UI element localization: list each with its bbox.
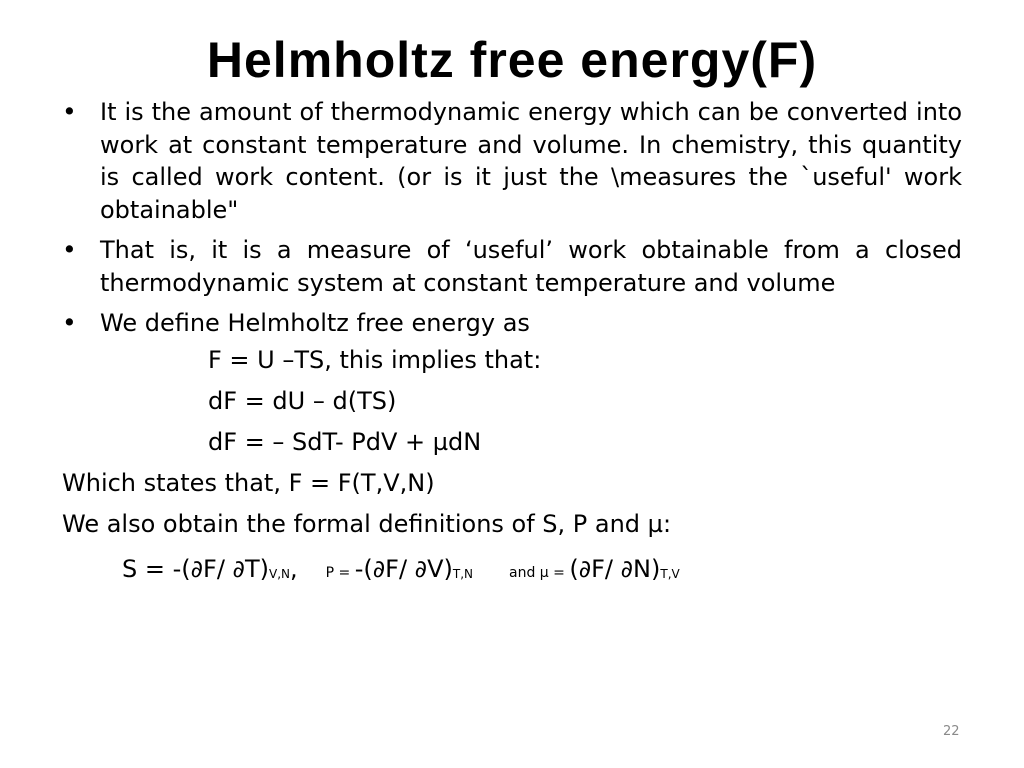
pressure-subscript: T,N — [452, 566, 473, 581]
bullet-text: We define Helmholtz free energy as — [100, 309, 530, 337]
formal-definitions — [62, 545, 962, 598]
slide-title: Helmholtz free energy(F) — [206, 32, 818, 88]
bullet-text: That is, it is a measure of ‘useful’ work obtainable from a closed thermodynamic system at constant temperature and volume — [100, 236, 962, 297]
chemical-potential-label: and µ = — [509, 564, 570, 581]
entropy-subscript: V,N — [269, 566, 290, 581]
entropy-definition: S = -(∂F/ ∂T) — [122, 554, 269, 583]
statement-line: We also obtain the formal definitions of S, P and µ: — [62, 509, 672, 538]
bullet-dot: • — [62, 235, 77, 264]
pressure-label: P = — [325, 564, 355, 581]
chemical-potential-subscript: T,V — [660, 566, 680, 581]
equation-line: F = U –TS, this implies that: — [208, 345, 542, 374]
statement-line: Which states that, F = F(T,V,N) — [62, 468, 435, 497]
bullet-dot: • — [62, 308, 77, 337]
bullet-dot: • — [62, 97, 77, 126]
chemical-potential-definition: (∂F/ ∂N) — [569, 554, 661, 583]
slide-body — [62, 96, 962, 598]
bullet-item — [62, 96, 962, 226]
equation-line: dF = – SdT- PdV + µdN — [208, 427, 482, 456]
entropy-comma: , — [290, 554, 298, 583]
equation-line: dF = dU – d(TS) — [208, 386, 397, 415]
bullet-item — [62, 234, 962, 299]
bullet-item — [62, 307, 962, 340]
pressure-definition: -(∂F/ ∂V) — [354, 554, 453, 583]
page-number: 22 — [943, 724, 960, 739]
bullet-text: It is the amount of thermodynamic energy which can be converted into work at constant temperature and volume. In chemistry, this quantity is called work content. (or is it just the \measures the `useful' work obtainable" — [100, 98, 962, 224]
